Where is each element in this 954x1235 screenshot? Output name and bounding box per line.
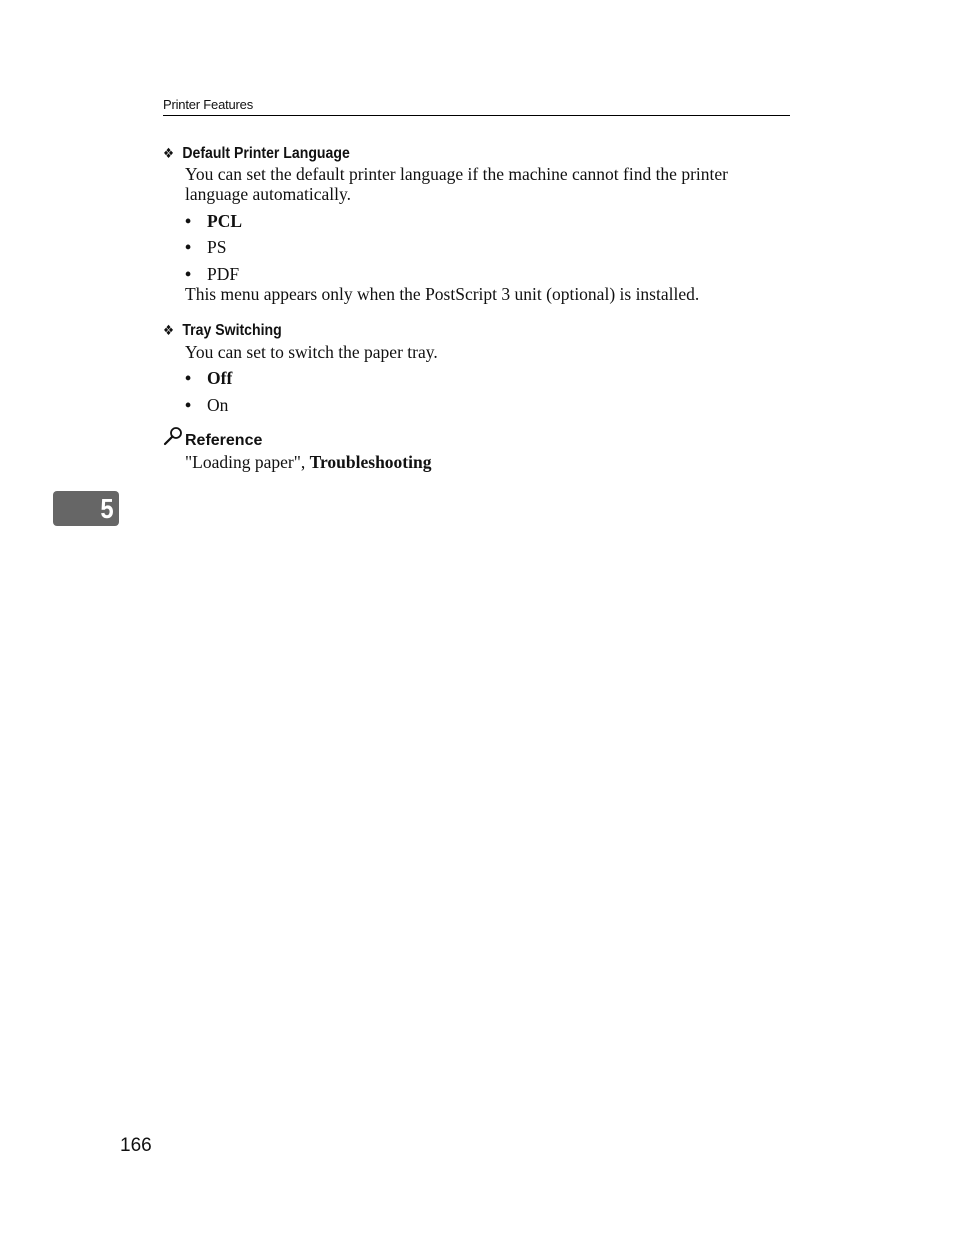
option-default: Off <box>207 368 233 388</box>
magnifier-icon <box>163 432 185 449</box>
section-title-tray-switching <box>163 320 282 341</box>
option: PS <box>207 237 227 257</box>
section-title-default-printer-language <box>163 143 350 164</box>
section-description: You can set the default printer language if the machine cannot find the printer language automatically. <box>185 164 728 204</box>
section-description: You can set to switch the paper tray. <box>185 342 438 362</box>
option-default: PCL <box>207 211 242 231</box>
page-number: 166 <box>120 1135 152 1156</box>
bullet-icon: • <box>185 264 192 284</box>
bullet-icon: • <box>185 368 192 388</box>
reference-body <box>185 452 795 472</box>
reference-link-troubleshooting[interactable]: Troubleshooting <box>309 452 432 472</box>
chapter-tab <box>53 491 119 526</box>
chapter-number: 5 <box>100 493 114 524</box>
diamond-bullet-icon: ❖ <box>163 322 175 338</box>
list-item <box>185 237 226 257</box>
bullet-icon: • <box>185 395 192 415</box>
running-header: Printer Features <box>163 96 790 116</box>
bullet-icon: • <box>185 237 192 257</box>
option: On <box>207 395 229 415</box>
bullet-icon: • <box>185 211 192 231</box>
reference-title: Reference <box>185 432 263 449</box>
diamond-bullet-icon: ❖ <box>163 145 175 161</box>
list-item <box>185 395 228 415</box>
section-title-text: Default Printer Language <box>182 145 350 162</box>
list-item <box>185 264 239 284</box>
list-item <box>185 211 242 231</box>
reference-text: "Loading paper", <box>185 452 310 472</box>
reference-heading <box>163 426 262 453</box>
list-item <box>185 368 232 388</box>
section-title-text: Tray Switching <box>182 322 282 339</box>
section-note: This menu appears only when the PostScript 3 unit (optional) is installed. <box>185 284 700 304</box>
option: PDF <box>207 264 240 284</box>
